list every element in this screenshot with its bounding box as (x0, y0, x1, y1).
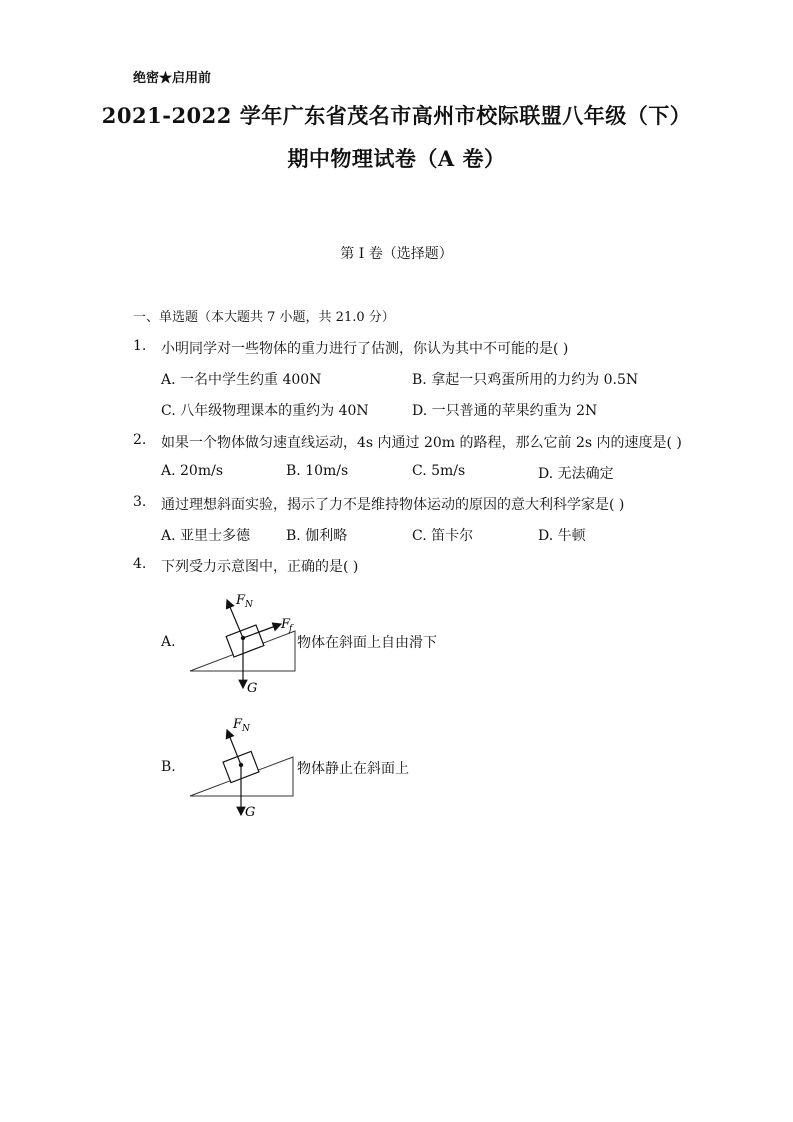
fn-sub: N (242, 724, 250, 734)
g-label: G (247, 681, 258, 696)
option-c: C. 八年级物理课本的重约为 40N (161, 403, 369, 419)
ff-sub: f (289, 624, 293, 634)
fn-label: F (236, 593, 246, 608)
fn-label: F (233, 717, 243, 732)
option-c: C. 5m/s (412, 463, 466, 479)
option-a: A. 20m/s (161, 463, 224, 479)
question-text: 小明同学对一些物体的重力进行了估测，你认为其中不可能的是( ) (161, 341, 569, 357)
option-d: D. 牛顿 (538, 528, 586, 544)
question-text: 如果一个物体做匀速直线运动，4s 内通过 20m 的路程，那么它前 2s 内的速度是( ) (161, 435, 682, 451)
option-d: D. 无法确定 (538, 466, 614, 482)
question-number: 1. (133, 338, 147, 354)
volume-heading: 第 I 卷（选择题） (340, 246, 453, 262)
block (226, 625, 264, 657)
secret-mark: 绝密★启用前 (133, 71, 212, 86)
figure-label-a: A. (161, 634, 176, 650)
option-a: A. 亚里士多德 (161, 528, 251, 544)
g-label: G (245, 805, 256, 820)
question-text: 下列受力示意图中，正确的是( ) (161, 559, 359, 575)
figure-label-b: B. (161, 759, 176, 775)
question-number: 2. (133, 432, 147, 448)
question-text: 通过理想斜面实验，揭示了力不是维持物体运动的原因的意大利科学家是( ) (161, 497, 625, 513)
section-heading: 一、单选题（本大题共 7 小题，共 21.0 分） (133, 310, 395, 325)
exam-title-line2: 期中物理试卷（A 卷） (287, 146, 506, 171)
option-b: B. 拿起一只鸡蛋所用的力约为 0.5N (412, 372, 639, 388)
option-a: A. 一名中学生约重 400N (161, 372, 322, 388)
option-c: C. 笛卡尔 (412, 528, 474, 544)
figure-caption-b: 物体静止在斜面上 (297, 761, 409, 777)
option-d: D. 一只普通的苹果约重为 2N (412, 403, 598, 419)
question-number: 4. (133, 556, 147, 572)
exam-title-line1: 2021-2022 学年广东省茂名市高州市校际联盟八年级（下） (101, 103, 692, 128)
option-b: B. 10m/s (286, 463, 349, 479)
question-number: 3. (133, 494, 147, 510)
option-b: B. 伽利略 (286, 528, 348, 544)
fn-sub: N (245, 600, 253, 610)
ff-label: F (281, 617, 291, 632)
figure-caption-a: 物体在斜面上自由滑下 (297, 635, 437, 651)
